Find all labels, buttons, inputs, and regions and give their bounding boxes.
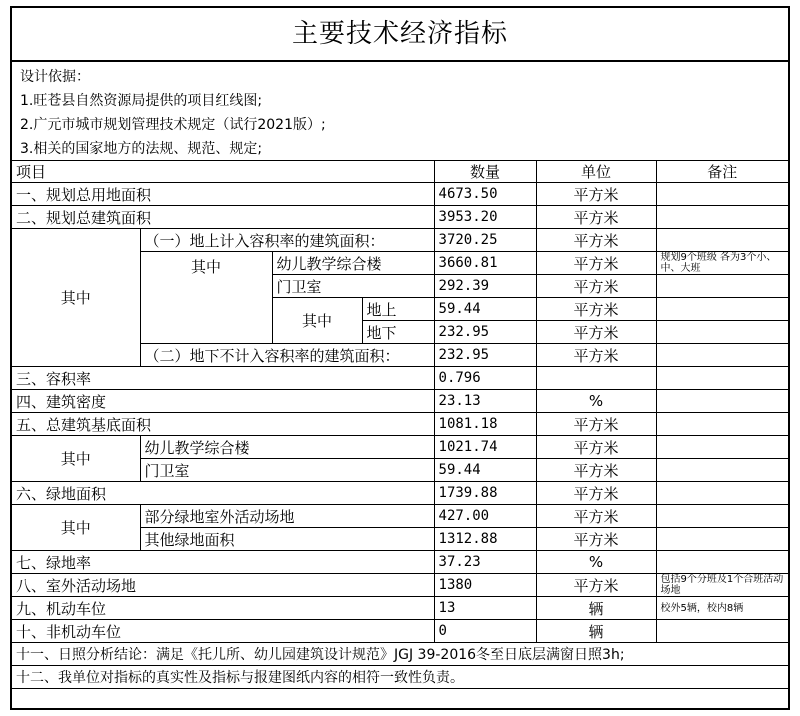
table-row [12, 413, 788, 436]
row-unit: 平方米 [536, 505, 656, 528]
table-row [12, 206, 788, 229]
row-label: （二）地下不计入容积率的建筑面积： [140, 344, 434, 367]
row-note [656, 183, 788, 206]
row-label: 六、绿地面积 [12, 482, 434, 505]
table-row [12, 390, 788, 413]
row-note [656, 551, 788, 574]
header-note: 备注 [656, 160, 788, 183]
row-note [656, 229, 788, 252]
row-quantity: 3720.25 [434, 229, 536, 252]
row-quantity: 1312.88 [434, 528, 536, 551]
row-label: 其他绿地面积 [140, 528, 434, 551]
row-unit: 平方米 [536, 459, 656, 482]
indicator-table [12, 160, 788, 689]
row-note [656, 620, 788, 643]
table-row [12, 229, 788, 252]
basis-item-3: 3.相关的国家地方的法规、规范、规定; [20, 141, 263, 157]
row-quantity: 1021.74 [434, 436, 536, 459]
row-quantity: 1380 [434, 574, 536, 597]
table-row [12, 620, 788, 643]
basis-item-2: 2.广元市城市规划管理技术规定（试行2021版）; [20, 117, 326, 133]
table-row [12, 597, 788, 620]
header-quantity: 数量 [434, 160, 536, 183]
table-row [12, 643, 788, 666]
table-row [12, 436, 788, 459]
row-label: 门卫室 [140, 459, 434, 482]
row-label: （一）地上计入容积率的建筑面积： [140, 229, 434, 252]
row-quantity: 59.44 [434, 298, 536, 321]
row-quantity: 13 [434, 597, 536, 620]
row-label: 二、规划总建筑面积 [12, 206, 434, 229]
row-quantity: 292.39 [434, 275, 536, 298]
row-label: 幼儿教学综合楼 [140, 436, 434, 459]
row-label: 十、非机动车位 [12, 620, 434, 643]
row-label: 七、绿地率 [12, 551, 434, 574]
row-note [656, 367, 788, 390]
group-label: 其中 [140, 252, 272, 344]
row-quantity: 0 [434, 620, 536, 643]
table-row [12, 183, 788, 206]
row-unit: 平方米 [536, 252, 656, 275]
row-note [656, 298, 788, 321]
sunlight-conclusion: 十一、日照分析结论：满足《托儿所、幼儿园建筑设计规范》JGJ 39-2016冬至日底层满窗日照3h; [12, 643, 788, 666]
row-quantity: 1081.18 [434, 413, 536, 436]
row-label: 地上 [362, 298, 434, 321]
row-label: 九、机动车位 [12, 597, 434, 620]
row-unit: 平方米 [536, 206, 656, 229]
row-unit: % [536, 551, 656, 574]
table-row [12, 505, 788, 528]
basis-heading: 设计依据： [20, 69, 90, 85]
row-unit: 平方米 [536, 229, 656, 252]
row-note [656, 459, 788, 482]
row-label: 五、总建筑基底面积 [12, 413, 434, 436]
indicator-sheet [10, 6, 790, 710]
row-quantity: 232.95 [434, 344, 536, 367]
row-note [656, 275, 788, 298]
row-unit: 平方米 [536, 482, 656, 505]
row-quantity: 23.13 [434, 390, 536, 413]
table-row [12, 367, 788, 390]
group-label: 其中 [12, 505, 140, 551]
row-quantity: 1739.88 [434, 482, 536, 505]
row-unit: % [536, 390, 656, 413]
row-note [656, 321, 788, 344]
row-note [656, 482, 788, 505]
row-unit: 辆 [536, 620, 656, 643]
header-item: 项目 [12, 160, 434, 183]
row-unit: 平方米 [536, 344, 656, 367]
row-unit: 平方米 [536, 574, 656, 597]
row-note [656, 413, 788, 436]
row-note [656, 436, 788, 459]
row-unit [536, 367, 656, 390]
row-unit: 平方米 [536, 183, 656, 206]
row-note [656, 528, 788, 551]
row-quantity: 427.00 [434, 505, 536, 528]
row-label: 三、容积率 [12, 367, 434, 390]
row-note [656, 344, 788, 367]
row-quantity: 232.95 [434, 321, 536, 344]
group-label: 其中 [12, 229, 140, 367]
basis-item-1: 1.旺苍县自然资源局提供的项目红线图; [20, 93, 263, 109]
row-unit: 辆 [536, 597, 656, 620]
table-row [12, 551, 788, 574]
row-label: 一、规划总用地面积 [12, 183, 434, 206]
row-unit: 平方米 [536, 275, 656, 298]
row-unit: 平方米 [536, 413, 656, 436]
table-header-row [12, 160, 788, 183]
design-basis [12, 60, 788, 161]
row-note [656, 390, 788, 413]
row-note [656, 505, 788, 528]
row-quantity: 59.44 [434, 459, 536, 482]
row-quantity: 3660.81 [434, 252, 536, 275]
row-label: 幼儿教学综合楼 [272, 252, 434, 275]
group-label: 其中 [12, 436, 140, 482]
row-note [656, 206, 788, 229]
table-row [12, 666, 788, 689]
row-unit: 平方米 [536, 298, 656, 321]
row-label: 四、建筑密度 [12, 390, 434, 413]
row-note: 规划9个班级 各为3个小、中、大班 [656, 252, 788, 275]
table-row [12, 482, 788, 505]
responsibility-statement: 十二、我单位对指标的真实性及指标与报建图纸内容的相符一致性负责。 [12, 666, 788, 689]
row-quantity: 4673.50 [434, 183, 536, 206]
row-unit: 平方米 [536, 321, 656, 344]
group-label: 其中 [272, 298, 362, 344]
sheet-title: 主要技术经济指标 [12, 8, 788, 62]
header-unit: 单位 [536, 160, 656, 183]
row-label: 地下 [362, 321, 434, 344]
table-row [12, 574, 788, 597]
row-quantity: 37.23 [434, 551, 536, 574]
row-note: 包括9个分班及1个合班活动场地 [656, 574, 788, 597]
row-unit: 平方米 [536, 528, 656, 551]
row-label: 门卫室 [272, 275, 434, 298]
row-quantity: 3953.20 [434, 206, 536, 229]
row-label: 部分绿地室外活动场地 [140, 505, 434, 528]
row-note: 校外5辆，校内8辆 [656, 597, 788, 620]
row-label: 八、室外活动场地 [12, 574, 434, 597]
row-quantity: 0.796 [434, 367, 536, 390]
row-unit: 平方米 [536, 436, 656, 459]
